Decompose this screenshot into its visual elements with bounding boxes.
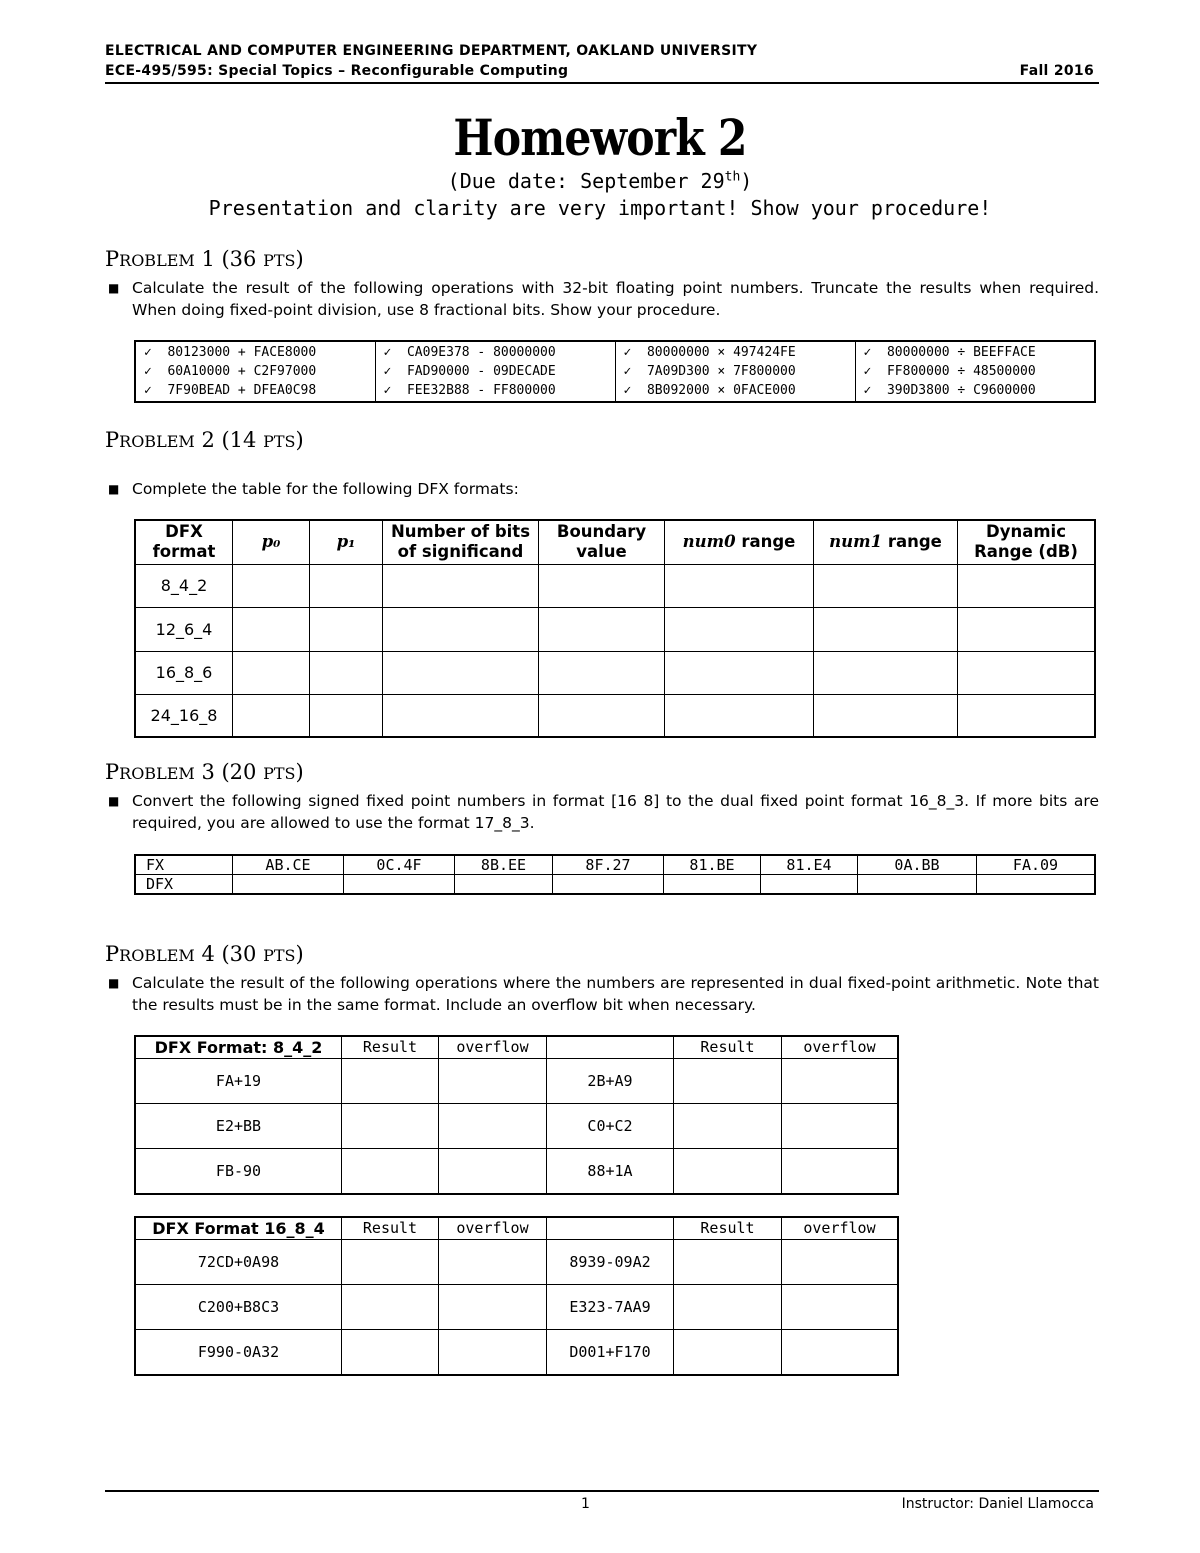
- op-cell: ✓ FAD90000 - 09DECADE: [383, 364, 556, 379]
- answer-cell[interactable]: [439, 1240, 547, 1285]
- op-cell: ✓ FEE32B88 - FF800000: [383, 383, 556, 398]
- answer-cell[interactable]: [344, 875, 455, 895]
- instructor-name: Instructor: Daniel Llamocca: [901, 1496, 1094, 1512]
- answer-cell[interactable]: [233, 694, 310, 737]
- format-label: DFX Format: 8_4_2: [135, 1036, 342, 1059]
- fx-row: [135, 855, 1095, 875]
- fx-value: AB.CE: [233, 855, 344, 875]
- answer-cell[interactable]: [958, 651, 1096, 694]
- overflow-header: overflow: [439, 1217, 547, 1240]
- col-num1-range: num1 range: [814, 520, 958, 564]
- col-dynamic-range: Dynamic Range (dB): [958, 520, 1096, 564]
- table-row: [135, 1059, 898, 1104]
- fx-value: 0A.BB: [858, 855, 977, 875]
- fx-value: 8F.27: [553, 855, 664, 875]
- answer-cell[interactable]: [958, 607, 1096, 651]
- answer-cell[interactable]: [342, 1104, 439, 1149]
- answer-cell[interactable]: [233, 607, 310, 651]
- answer-cell[interactable]: [977, 875, 1096, 895]
- col-num0-range: num0 range: [665, 520, 814, 564]
- answer-cell[interactable]: [664, 875, 761, 895]
- op-cell: ✓ 8B092000 × 0FACE000: [623, 383, 796, 398]
- answer-cell[interactable]: [383, 651, 539, 694]
- blank-header: [547, 1217, 674, 1240]
- format-label: DFX Format 16_8_4: [135, 1217, 342, 1240]
- table-row: [135, 694, 1095, 737]
- problem3-instruction: ■ Convert the following signed fixed point numbers in format [16 8] to the dual fixed point format 16_8_3. If more bits are required, you are allowed to use the format 17_8_3.: [108, 792, 1099, 832]
- operation-cell: FA+19: [135, 1059, 342, 1104]
- answer-cell[interactable]: [383, 564, 539, 607]
- table-row: [135, 1330, 898, 1376]
- table-row: [135, 1104, 898, 1149]
- result-header: Result: [342, 1217, 439, 1240]
- answer-cell[interactable]: [958, 694, 1096, 737]
- answer-cell[interactable]: [665, 607, 814, 651]
- operation-cell: E323-7AA9: [547, 1285, 674, 1330]
- col-boundary: Boundary value: [539, 520, 665, 564]
- answer-cell[interactable]: [233, 564, 310, 607]
- answer-cell[interactable]: [539, 651, 665, 694]
- operation-cell: 72CD+0A98: [135, 1240, 342, 1285]
- table-row: [135, 1240, 898, 1285]
- dfx-8-4-2-table: [134, 1035, 899, 1195]
- answer-cell[interactable]: [674, 1285, 782, 1330]
- result-header: Result: [674, 1036, 782, 1059]
- table-row: [135, 1285, 898, 1330]
- dfx-label: DFX: [135, 875, 233, 895]
- op-cell: ✓ 60A10000 + C2F97000: [144, 364, 317, 379]
- col-significand-bits: Number of bits of significand: [383, 520, 539, 564]
- col-dfx-format: DFX format: [135, 520, 233, 564]
- table-row: [135, 651, 1095, 694]
- format-cell: 24_16_8: [135, 694, 233, 737]
- problem3-heading: PROBLEM 3 (20 PTS): [105, 760, 304, 784]
- op-column-div: [855, 341, 1095, 402]
- col-p0: p₀: [233, 520, 310, 564]
- answer-cell[interactable]: [958, 564, 1096, 607]
- operation-cell: F990-0A32: [135, 1330, 342, 1376]
- op-cell: ✓ 7F90BEAD + DFEA0C98: [144, 383, 317, 398]
- answer-cell[interactable]: [342, 1285, 439, 1330]
- department-header: ELECTRICAL AND COMPUTER ENGINEERING DEPARTMENT, OAKLAND UNIVERSITY: [105, 43, 758, 59]
- footer-rule: [105, 1490, 1099, 1492]
- operation-cell: C0+C2: [547, 1104, 674, 1149]
- answer-cell[interactable]: [814, 694, 958, 737]
- answer-cell[interactable]: [233, 875, 344, 895]
- answer-cell[interactable]: [310, 607, 383, 651]
- answer-cell[interactable]: [310, 564, 383, 607]
- table-header-row: [135, 1217, 898, 1240]
- op-column-sub: [375, 341, 615, 402]
- answer-cell[interactable]: [439, 1104, 547, 1149]
- header-rule: [105, 82, 1099, 84]
- operation-cell: E2+BB: [135, 1104, 342, 1149]
- table-row: [135, 1149, 898, 1195]
- problem1-heading: PROBLEM 1 (36 PTS): [105, 247, 304, 271]
- answer-cell[interactable]: [665, 694, 814, 737]
- page-title: Homework 2: [453, 108, 747, 167]
- term-header: Fall 2016: [1019, 63, 1094, 79]
- emphasis-note: Presentation and clarity are very important! Show your procedure!: [208, 196, 992, 220]
- op-cell: ✓ 80123000 + FACE8000: [144, 345, 317, 360]
- operation-cell: 8939-09A2: [547, 1240, 674, 1285]
- answer-cell[interactable]: [383, 694, 539, 737]
- answer-cell[interactable]: [539, 564, 665, 607]
- table-row: [135, 564, 1095, 607]
- operation-cell: C200+B8C3: [135, 1285, 342, 1330]
- answer-cell[interactable]: [439, 1285, 547, 1330]
- blank-header: [547, 1036, 674, 1059]
- dfx-format-table: [134, 519, 1096, 738]
- page-number: 1: [581, 1496, 590, 1512]
- op-cell: ✓ 80000000 × 497424FE: [623, 345, 796, 360]
- answer-cell[interactable]: [858, 875, 977, 895]
- answer-cell[interactable]: [782, 1240, 899, 1285]
- table-header-row: [135, 520, 1095, 564]
- problem1-instruction: ■ Calculate the result of the following operations with 32-bit floating point numbers. Truncate the results when required. When doing fixed-point division, use 8 fractional bits. Show your procedure.: [108, 279, 1099, 319]
- format-cell: 16_8_6: [135, 651, 233, 694]
- col-p1: p₁: [310, 520, 383, 564]
- op-cell: ✓ FF800000 ÷ 48500000: [863, 364, 1036, 379]
- answer-cell[interactable]: [782, 1104, 899, 1149]
- answer-cell[interactable]: [439, 1330, 547, 1376]
- answer-cell[interactable]: [814, 607, 958, 651]
- problem2-instruction: ■ Complete the table for the following DFX formats:: [108, 480, 519, 498]
- answer-cell[interactable]: [782, 1285, 899, 1330]
- op-cell: ✓ CA09E378 - 80000000: [383, 345, 556, 360]
- answer-cell[interactable]: [674, 1330, 782, 1376]
- overflow-header: overflow: [782, 1217, 899, 1240]
- format-cell: 8_4_2: [135, 564, 233, 607]
- problem4-heading: PROBLEM 4 (30 PTS): [105, 942, 304, 966]
- answer-cell[interactable]: [342, 1330, 439, 1376]
- op-cell: ✓ 390D3800 ÷ C9600000: [863, 383, 1036, 398]
- op-cell: ✓ 7A09D300 × 7F800000: [623, 364, 796, 379]
- op-column-add: [135, 341, 375, 402]
- dfx-16-8-4-table: [134, 1216, 899, 1376]
- course-header: ECE-495/595: Special Topics – Reconfigurable Computing: [105, 63, 569, 79]
- fx-value: FA.09: [977, 855, 1096, 875]
- answer-cell[interactable]: [342, 1059, 439, 1104]
- operation-cell: D001+F170: [547, 1330, 674, 1376]
- format-cell: 12_6_4: [135, 607, 233, 651]
- answer-cell[interactable]: [674, 1240, 782, 1285]
- operation-cell: 2B+A9: [547, 1059, 674, 1104]
- fx-value: 0C.4F: [344, 855, 455, 875]
- answer-cell[interactable]: [814, 564, 958, 607]
- due-date: (Due date: September 29th): [447, 169, 753, 193]
- answer-cell[interactable]: [455, 875, 553, 895]
- answer-cell[interactable]: [674, 1059, 782, 1104]
- answer-cell[interactable]: [761, 875, 858, 895]
- answer-cell[interactable]: [310, 694, 383, 737]
- operation-cell: FB-90: [135, 1149, 342, 1195]
- answer-cell[interactable]: [665, 564, 814, 607]
- result-header: Result: [674, 1217, 782, 1240]
- answer-cell[interactable]: [674, 1149, 782, 1195]
- fx-value: 81.BE: [664, 855, 761, 875]
- answer-cell[interactable]: [383, 607, 539, 651]
- answer-cell[interactable]: [814, 651, 958, 694]
- answer-cell[interactable]: [539, 607, 665, 651]
- fx-dfx-table: [134, 854, 1096, 895]
- problem1-operations-table: [134, 340, 1096, 403]
- fx-value: 81.E4: [761, 855, 858, 875]
- operation-cell: 88+1A: [547, 1149, 674, 1195]
- table-header-row: [135, 1036, 898, 1059]
- fx-value: 8B.EE: [455, 855, 553, 875]
- fx-label: FX: [135, 855, 233, 875]
- table-row: [135, 607, 1095, 651]
- answer-cell[interactable]: [674, 1104, 782, 1149]
- answer-cell[interactable]: [539, 694, 665, 737]
- answer-cell[interactable]: [782, 1059, 899, 1104]
- problem4-instruction: ■ Calculate the result of the following operations where the numbers are represented in dual fixed-point arithmetic. Note that the results must be in the same format. Include an overflow bit when necessary.: [108, 974, 1099, 1014]
- answer-cell[interactable]: [782, 1149, 899, 1195]
- answer-cell[interactable]: [439, 1059, 547, 1104]
- overflow-header: overflow: [782, 1036, 899, 1059]
- dfx-row: [135, 875, 1095, 895]
- answer-cell[interactable]: [342, 1149, 439, 1195]
- op-column-mul: [615, 341, 855, 402]
- overflow-header: overflow: [439, 1036, 547, 1059]
- answer-cell[interactable]: [233, 651, 310, 694]
- op-cell: ✓ 80000000 ÷ BEEFFACE: [863, 345, 1036, 360]
- answer-cell[interactable]: [553, 875, 664, 895]
- answer-cell[interactable]: [782, 1330, 899, 1376]
- answer-cell[interactable]: [342, 1240, 439, 1285]
- answer-cell[interactable]: [665, 651, 814, 694]
- answer-cell[interactable]: [310, 651, 383, 694]
- problem2-heading: PROBLEM 2 (14 PTS): [105, 428, 304, 452]
- result-header: Result: [342, 1036, 439, 1059]
- answer-cell[interactable]: [439, 1149, 547, 1195]
